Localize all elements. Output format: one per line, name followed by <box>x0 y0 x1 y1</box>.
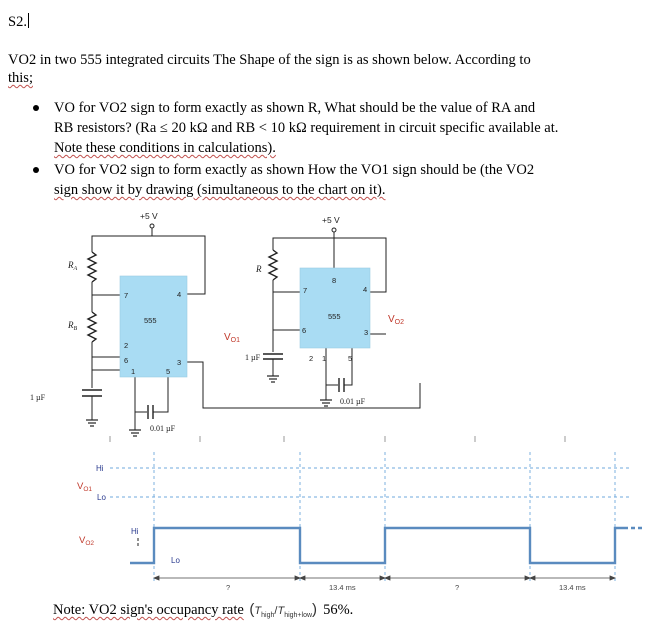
c1-pin2: 2 <box>124 341 129 350</box>
dim-arrowhead-4r <box>610 576 615 580</box>
c2-pin6: 6 <box>302 326 307 335</box>
timing-vo2-label: $V_{O2}$ <box>79 535 95 547</box>
c1-cap-timing-label: 1 µF <box>30 393 46 402</box>
c1-wire-pin5 <box>153 377 168 412</box>
question-paragraph-line1: VO2 in two 555 integrated circuits The Shape of the sign is as shown below. According to <box>8 52 531 68</box>
ra-label: $R_A$ <box>68 260 78 272</box>
timing-dimension-arrows <box>154 576 615 580</box>
c2-pin5: 5 <box>348 354 353 363</box>
c2-supply-terminal <box>332 228 336 232</box>
r-resistor <box>269 250 277 280</box>
c2-pin4: 4 <box>363 285 368 294</box>
c2-wire-supply-r <box>273 232 334 250</box>
formula-t-high: T <box>254 605 262 617</box>
vo1-lo-label: Lo <box>97 493 106 502</box>
c2-pin8: 8 <box>332 276 337 285</box>
c1-supply-terminal <box>150 224 154 228</box>
c2-cap-control-label: 0.01 µF <box>340 397 366 406</box>
bullet-1-line3: Note these conditions in calculations). <box>54 140 276 156</box>
c1-pin1: 1 <box>131 367 136 376</box>
c1-supply-label: +5 V <box>140 211 158 221</box>
c1-output-vo1-label: $V_{O1}$ <box>224 332 241 344</box>
ra-resistor <box>88 252 96 282</box>
heading-text: S2. <box>8 14 27 30</box>
dim-arrowhead-3l <box>385 576 390 580</box>
c2-pin1: 1 <box>322 354 327 363</box>
c1-pin7: 7 <box>124 291 129 300</box>
r-label: R <box>256 264 262 274</box>
question-paragraph-line2: this; <box>8 70 33 86</box>
c1-pin5: 5 <box>166 367 171 376</box>
vo2-lo-label: Lo <box>171 556 180 565</box>
rb-label: $R_B$ <box>68 320 78 332</box>
note-text: : VO2 sign's occupancy rate <box>81 602 244 618</box>
c2-pin2: 2 <box>309 354 314 363</box>
c1-pin4: 4 <box>177 290 182 299</box>
dim-label-4: 13.4 ms <box>559 583 586 592</box>
dim-label-1: ? <box>226 583 231 592</box>
c1-chip-label: 555 <box>144 316 157 325</box>
timing-level-labels <box>96 464 180 565</box>
formula-t-den: T <box>277 605 285 617</box>
formula-t-den-sub: high+low <box>284 612 313 620</box>
bullet-2-line2: sign show it by drawing (simultaneous to the chart on it). <box>54 182 386 198</box>
c1-wire-ra-pin7 <box>92 282 120 295</box>
dim-arrowhead-1l <box>154 576 159 580</box>
bullet-1-line2: RB resistors? (Ra ≤ 20 kΩ and RB < 10 kΩ requirement in circuit specific available at. <box>54 120 559 136</box>
c2-cap-input-label: 1 µF <box>245 353 261 362</box>
c1-pin6: 6 <box>124 356 129 365</box>
rb-resistor <box>88 312 96 342</box>
bullet-1-line1: VO for VO2 sign to form exactly as shown R, What should be the value of RA and <box>54 100 536 116</box>
vo2-hi-label: Hi <box>131 527 139 536</box>
formula-close: ) <box>312 601 318 618</box>
timing-dimension-labels <box>226 583 586 592</box>
dim-label-3: ? <box>455 583 460 592</box>
c1-cap-control-label: 0.01 µF <box>150 424 176 433</box>
note-line <box>53 601 353 625</box>
dim-arrowhead-4l <box>530 576 535 580</box>
note-prefix: Note <box>53 602 82 618</box>
timing-vo1-label: $V_{O1}$ <box>77 481 93 493</box>
dim-arrowhead-2l <box>300 576 305 580</box>
bullet-2-line1: VO for VO2 sign to form exactly as shown How the VO1 sign should be (the VO2 <box>54 162 535 178</box>
vo1-hi-label: Hi <box>96 464 104 473</box>
c1-wire-supply-ra <box>92 228 152 252</box>
formula-t-high-sub: high <box>261 612 275 620</box>
timing-tick-marks <box>110 436 565 442</box>
formula-slash: / <box>274 605 278 617</box>
c1-pin3: 3 <box>177 358 182 367</box>
note-formula <box>249 601 320 620</box>
c2-supply-label: +5 V <box>322 215 340 225</box>
timing-diagram <box>77 436 645 592</box>
vo2-waveform <box>130 528 624 563</box>
c2-chip-label: 555 <box>328 312 341 321</box>
note-value: 56%. <box>323 602 354 618</box>
c2-pin7: 7 <box>303 286 308 295</box>
c2-pin3: 3 <box>364 328 369 337</box>
c2-output-vo2-label: $V_{O2}$ <box>388 314 405 326</box>
c2-wire-r-pin7 <box>273 280 300 292</box>
dim-label-2: 13.4 ms <box>329 583 356 592</box>
c1-resistor-labels <box>67 260 78 332</box>
formula-open: ( <box>249 601 255 618</box>
c1-wire-output <box>187 362 420 408</box>
